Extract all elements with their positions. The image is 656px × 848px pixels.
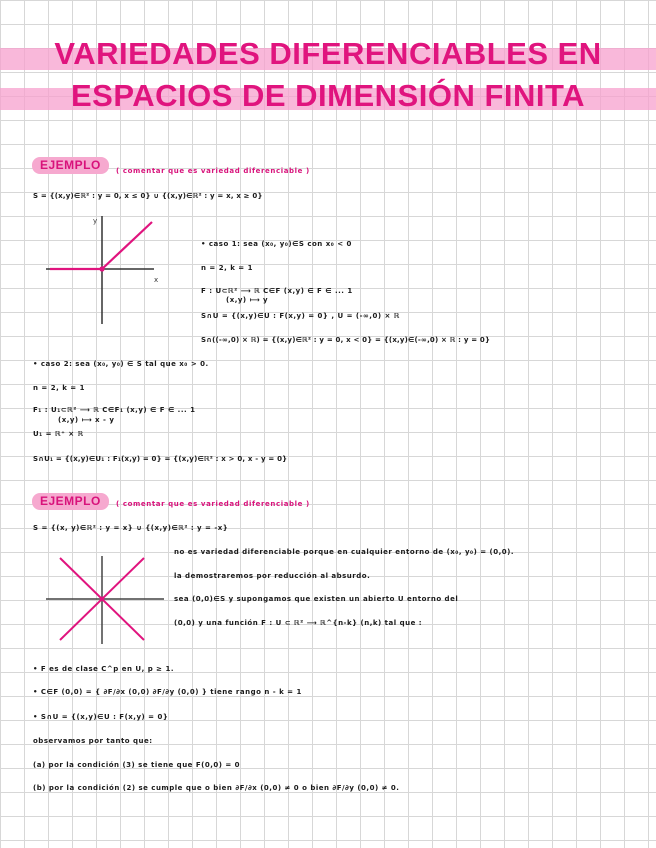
figure-1-diagonal-branch [102,222,152,269]
example-1-case-2: • caso 2: sea (x₀, y₀) ∈ S tal que x₀ > 0. [33,360,209,368]
example-2-badge: EJEMPLO [32,493,109,510]
example-1-function-2-map: (x,y) ⟼ x - y [58,416,115,424]
figure-1-origin-point [99,266,104,271]
example-1-subtitle: ( comentar que es variedad diferenciable ) [116,167,310,175]
figure-2-origin-point [100,597,104,601]
example-1-intersection-2: S∩U₁ = {(x,y)∈U₁ : F₁(x,y) = 0} = {(x,y)∈ℝ² : x > 0, x - y = 0} [33,455,288,463]
example-1-badge: EJEMPLO [32,157,109,174]
page-title-line-2: ESPACIOS DE DIMENSIÓN FINITA [70,78,586,113]
page-title-line-1: VARIEDADES DIFERENCIABLES EN [54,36,602,71]
example-2-condition-2: • C∈F (0,0) = { ∂F/∂x (0,0) ∂F/∂y (0,0) } tiene rango n - k = 1 [33,688,302,696]
example-2-observation-b: (b) por la condición (2) se cumple que o bien ∂F/∂x (0,0) ≠ 0 o bien ∂F/∂y (0,0) ≠ 0. [33,784,400,792]
example-2-method: la demostraremos por reducción al absurdo. [174,572,371,580]
example-2-function: (0,0) y una función F : U ⊂ ℝ² ⟶ ℝ^{n-k} (n,k) tal que : [174,619,423,627]
figure-2-graph [46,556,166,646]
example-2-subtitle: ( comentar que es variedad diferenciable ) [116,500,310,508]
example-1-dimensions-1: n = 2, k = 1 [201,264,253,272]
example-1-intersection-1: S∩U = {(x,y)∈U : F(x,y) = 0} , U = (-∞,0) × ℝ [201,312,400,320]
example-1-set-definition: S = {(x,y)∈ℝ² : y = 0, x ≤ 0} ∪ {(x,y)∈ℝ² : y = x, x ≥ 0} [33,192,263,200]
example-2-set-definition: S = {(x, y)∈ℝ² : y = x} ∪ {(x,y)∈ℝ² : y = -x} [33,524,229,532]
figure-1-x-label: x [154,276,159,284]
example-1-function-1: F : U⊂ℝ² ⟶ ℝ C∈F (x,y) ∈ F ∈ ... 1 [201,287,353,295]
example-2-observation-a: (a) por la condición (3) se tiene que F(0,0) = 0 [33,761,241,769]
example-2-assumption: sea (0,0)∈S y supongamos que existen un abierto U entorno del [174,595,459,603]
example-1-dimensions-2: n = 2, k = 1 [33,384,85,392]
example-2-claim: no es variedad diferenciable porque en cualquier entorno de (x₀, y₀) = (0,0). [174,548,514,556]
example-1-function-1-map: (x,y) ⟼ y [226,296,269,304]
figure-1-y-label: y [93,217,98,225]
example-1-open-set: U₁ = ℝ⁺ × ℝ [33,430,84,438]
example-2-observation: observamos por tanto que: [33,737,153,745]
example-1-intersection-1-detail: S∩((-∞,0) × ℝ) = {(x,y)∈ℝ² : y = 0, x < 0} = {(x,y)∈(-∞,0) × ℝ : y = 0} [201,336,491,344]
example-1-case-1: • caso 1: sea (x₀, y₀)∈S con x₀ < 0 [201,240,352,248]
example-1-function-2: F₁ : U₁⊂ℝ² ⟶ ℝ C∈F₁ (x,y) ∈ F ∈ ... 1 [33,406,196,414]
example-2-condition-3: • S∩U = {(x,y)∈U : F(x,y) = 0} [33,713,169,721]
figure-1-graph [46,214,166,334]
example-2-condition-1: • F es de clase C^p en U, p ≥ 1. [33,665,174,673]
